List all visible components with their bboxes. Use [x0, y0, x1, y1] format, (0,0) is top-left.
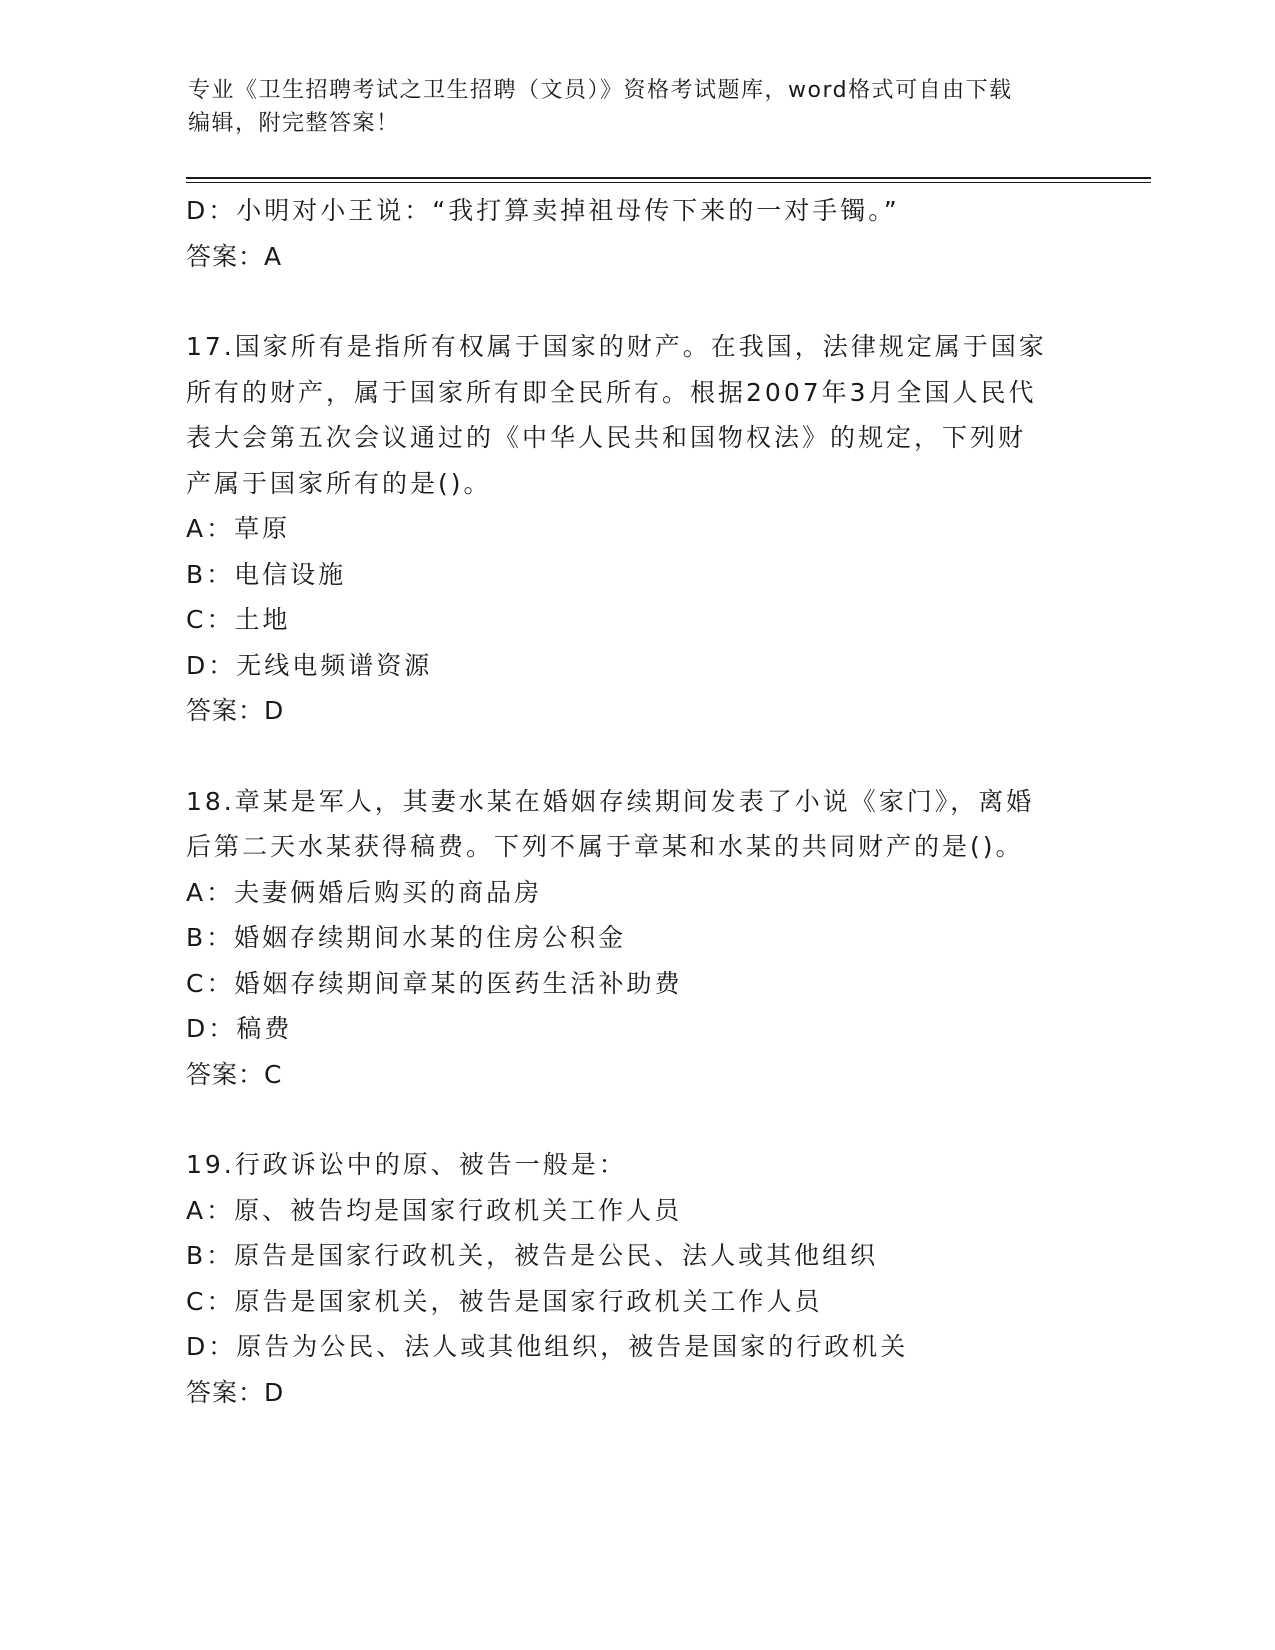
option-b: B：婚姻存续期间水某的住房公积金: [186, 923, 627, 952]
question-18: [186, 779, 1086, 1098]
header-line-1: 专业《卫生招聘考试之卫生招聘（文员）》资格考试题库，word格式可自由下载: [188, 78, 1013, 103]
option-d: D：小明对小王说：“我打算卖掉祖母传下来的一对手镯。”: [186, 196, 900, 225]
page-header: [188, 74, 1088, 140]
header-divider-thick: [186, 177, 1151, 179]
question-text: [186, 1142, 1086, 1188]
question-list: [186, 188, 1086, 1415]
question-text-line: 后第二天水某获得稿费。下列不属于章某和水某的共同财产的是()。: [186, 832, 1024, 861]
question-text: [186, 324, 1086, 506]
option-a: A：草原: [186, 514, 291, 543]
answer-line: 答案：C: [186, 1059, 283, 1089]
option-d: D：无线电频谱资源: [186, 650, 433, 680]
question-16-tail: [186, 188, 1086, 279]
header-divider-thin: [186, 182, 1151, 183]
header-line-2: 编辑，附完整答案！: [188, 111, 400, 136]
option-c: C：土地: [186, 605, 291, 634]
option-c: C：婚姻存续期间章某的医药生活补助费: [186, 968, 683, 998]
question-17: [186, 324, 1086, 734]
question-text-line: 17.国家所有是指所有权属于国家的财产。在我国，法律规定属于国家: [186, 332, 1047, 361]
option-d: D：稿费: [186, 1014, 293, 1043]
spacer: [186, 1097, 1086, 1142]
spacer: [186, 734, 1086, 779]
answer-line: 答案：D: [186, 1377, 285, 1407]
question-text-line: 产属于国家所有的是()。: [186, 468, 492, 498]
question-text-line: 所有的财产，属于国家所有即全民所有。根据2007年3月全国人民代: [186, 377, 1037, 407]
option-c: C：原告是国家机关，被告是国家行政机关工作人员: [186, 1286, 823, 1316]
question-text-line: 19.行政诉讼中的原、被告一般是：: [186, 1150, 627, 1179]
question-text-line: 18.章某是军人，其妻水某在婚姻存续期间发表了小说《家门》，离婚: [186, 786, 1035, 816]
option-a: A：夫妻俩婚后购买的商品房: [186, 877, 543, 907]
option-b: B：原告是国家行政机关，被告是公民、法人或其他组织: [186, 1241, 879, 1270]
answer-line: 答案：D: [186, 696, 285, 725]
option-b: B：电信设施: [186, 559, 347, 589]
question-19: [186, 1142, 1086, 1415]
answer-line: 答案：A: [186, 241, 283, 271]
option-d: D：原告为公民、法人或其他组织，被告是国家的行政机关: [186, 1332, 909, 1361]
question-text-line: 表大会第五次会议通过的《中华人民共和国物权法》的规定，下列财: [186, 423, 1027, 452]
spacer: [186, 279, 1086, 324]
question-text: [186, 779, 1086, 870]
option-a: A：原、被告均是国家行政机关工作人员: [186, 1195, 683, 1225]
